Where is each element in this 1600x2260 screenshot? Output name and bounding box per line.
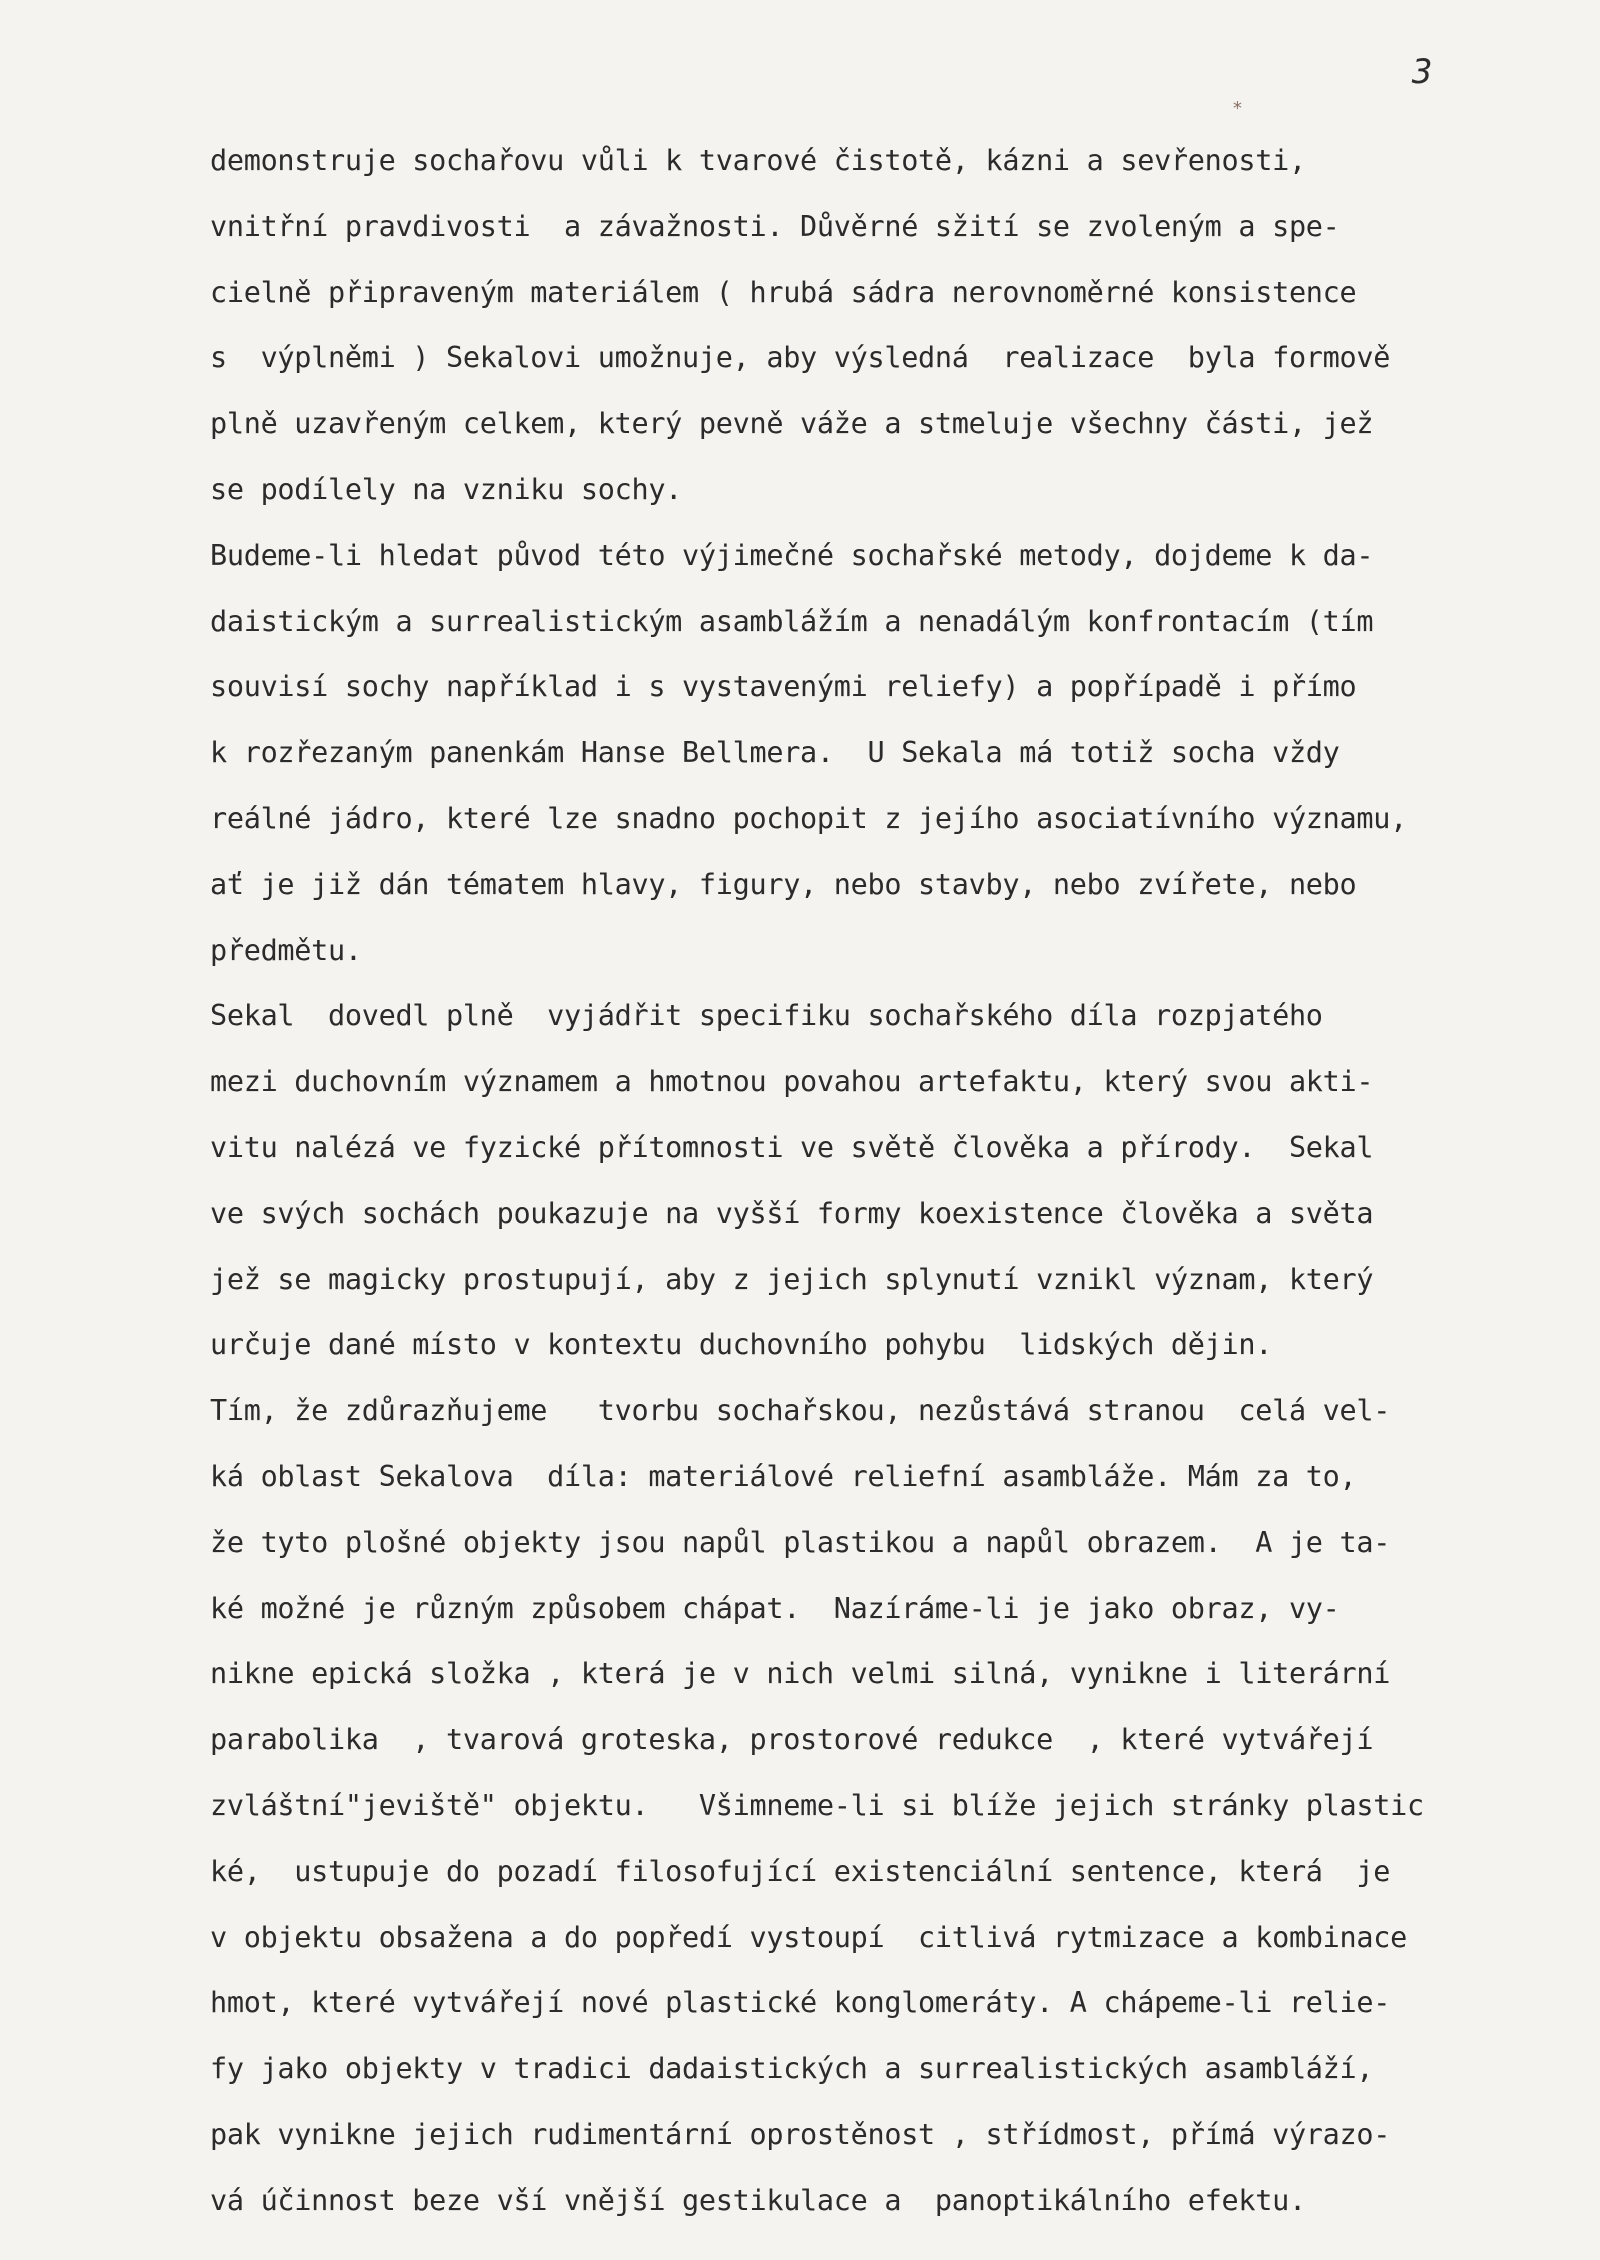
text-line: zvláštní"jeviště" objektu. Všimneme-li si blíže jejich stránky plastic [210, 1788, 1424, 1822]
text-line: cielně připraveným materiálem ( hrubá sádra nerovnoměrné konsistence [210, 275, 1357, 309]
text-line: určuje dané místo v kontextu duchovního pohybu lidských dějin. [210, 1328, 1273, 1362]
text-line: ať je již dán tématem hlavy, figury, nebo stavby, nebo zvířete, nebo [210, 867, 1357, 901]
text-line: hmot, které vytvářejí nové plastické konglomeráty. A chápeme-li relie- [210, 1986, 1391, 2020]
text-line: Sekal dovedl plně vyjádřit specifiku sochařského díla rozpjatého [210, 999, 1323, 1033]
margin-mark: * [1232, 98, 1243, 119]
text-line: vitu nalézá ve fyzické přítomnosti ve světě člověka a přírody. Sekal [210, 1130, 1374, 1164]
text-line: jež se magicky prostupují, aby z jejich splynutí vznikl význam, který [210, 1262, 1374, 1296]
text-line: reálné jádro, které lze snadno pochopit z jejího asociatívního významu, [210, 801, 1407, 835]
text-line: souvisí sochy například i s vystavenými reliefy) a popřípadě i přímo [210, 670, 1357, 704]
text-line: Tím, že zdůrazňujeme tvorbu sochařskou, nezůstává stranou celá vel- [210, 1394, 1391, 1428]
text-line: mezi duchovním významem a hmotnou povahou artefaktu, který svou akti- [210, 1065, 1374, 1099]
text-line: v objektu obsažena a do popředí vystoupí citlivá rytmizace a kombinace [210, 1920, 1407, 1954]
text-line: pak vynikne jejich rudimentární oprostěnost , střídmost, přímá výrazo- [210, 2117, 1391, 2151]
text-line: s výplněmi ) Sekalovi umožnuje, aby výsledná realizace byla formově [210, 341, 1391, 375]
text-line: parabolika , tvarová groteska, prostorové redukce , které vytvářejí [210, 1723, 1374, 1757]
text-line: demonstruje sochařovu vůli k tvarové čistotě, kázni a sevřenosti, [210, 144, 1306, 177]
text-line: plně uzavřeným celkem, který pevně váže a stmeluje všechny části, jež [210, 407, 1374, 441]
text-line: Budeme-li hledat původ této výjimečné sochařské metody, dojdeme k da- [210, 538, 1374, 572]
text-line: ve svých sochách poukazuje na vyšší formy koexistence člověka a světa [210, 1196, 1374, 1230]
text-line: vá účinnost beze vší vnější gestikulace a panoptikálního efektu. [210, 2183, 1306, 2217]
text-line: že tyto plošné objekty jsou napůl plastikou a napůl obrazem. A je ta- [210, 1525, 1391, 1559]
text-line: k rozřezaným panenkám Hanse Bellmera. U Sekala má totiž socha vždy [210, 736, 1340, 770]
text-line: předmětu. [210, 933, 362, 967]
text-line: daistickým a surrealistickým asamblážím a nenadálým konfrontacím (tím [210, 604, 1374, 638]
text-line: vnitřní pravdivosti a závažnosti. Důvěrné sžití se zvoleným a spe- [210, 209, 1340, 243]
text-line: fy jako objekty v tradici dadaistických a surrealistických asambláží, [210, 2052, 1374, 2086]
text-line: ká oblast Sekalova díla: materiálové reliefní asambláže. Mám za to, [210, 1459, 1357, 1493]
text-line: ké možné je různým způsobem chápat. Nazíráme-li je jako obraz, vy- [210, 1591, 1340, 1625]
text-line: nikne epická složka , která je v nich velmi silná, vynikne i literární [210, 1657, 1391, 1691]
page-number: 3 [1412, 52, 1433, 92]
text-line: se podílely na vzniku sochy. [210, 472, 683, 506]
text-line: ké, ustupuje do pozadí filosofující existenciální sentence, která je [210, 1854, 1391, 1888]
typewritten-text-body [210, 140, 1595, 2246]
